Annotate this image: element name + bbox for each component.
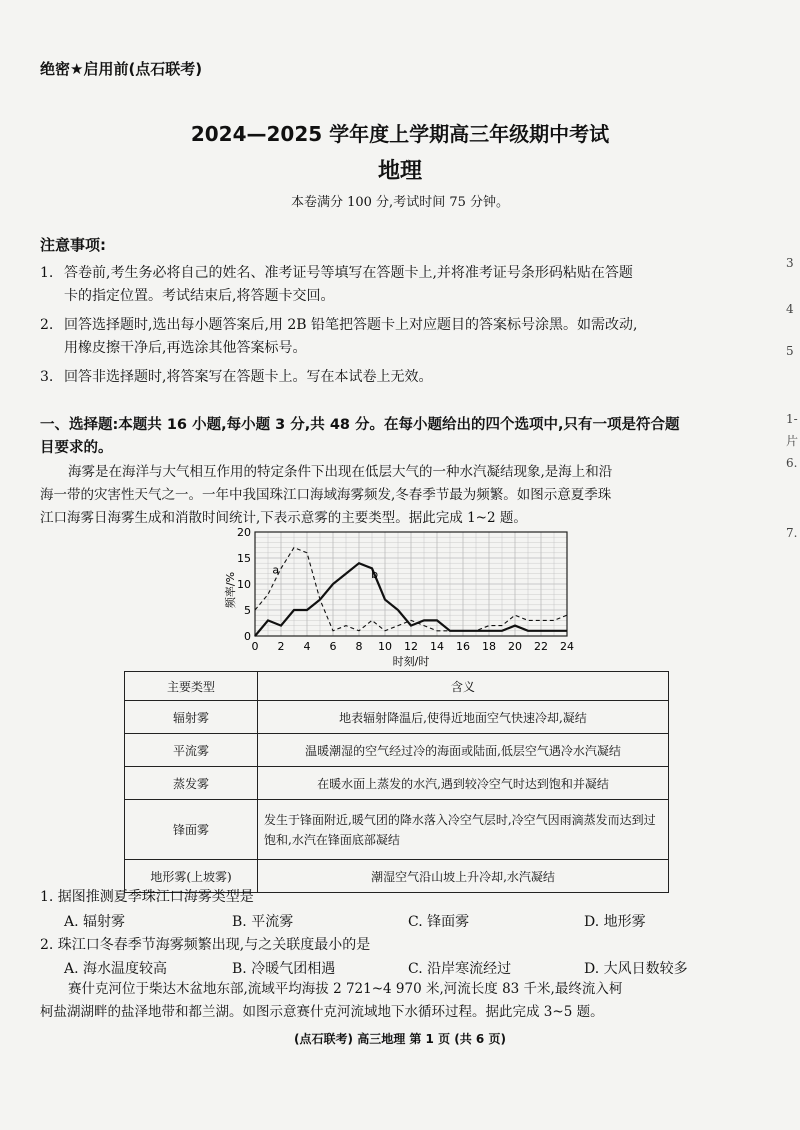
- fog-type: 地形雾(上坡雾): [125, 860, 258, 893]
- notice-text: 回答非选择题时,将答案写在答题卡上。写在本试卷上无效。: [64, 369, 433, 385]
- x-ticks: [252, 640, 575, 653]
- edge-mark: 5: [786, 344, 794, 358]
- question-2-option-c: C. 沿岸寒流经过: [408, 961, 512, 977]
- x-tick-label: 8: [355, 640, 363, 653]
- exam-title: 2024—2025 学年度上学期高三年级期中考试: [190, 122, 610, 146]
- x-tick-label: 12: [404, 640, 418, 653]
- y-tick-label: 0: [244, 630, 251, 643]
- y-tick-label: 15: [237, 552, 251, 565]
- question-1-option-d: D. 地形雾: [584, 914, 646, 930]
- fog-meaning: 在暖水面上蒸发的水汽,遇到较冷空气时达到饱和并凝结: [258, 767, 669, 800]
- fog-type: 辐射雾: [125, 701, 258, 734]
- intro-line: 海一带的灾害性天气之一。一年中我国珠江口海域海雾频发,冬春季节最为频繁。如图示意夏季珠: [40, 487, 612, 503]
- notice-num: 2.: [40, 317, 54, 333]
- notice-item-1: [40, 262, 756, 308]
- page-footer: (点石联考) 高三地理 第 1 页 (共 6 页): [294, 1032, 506, 1046]
- notice-num: 1.: [40, 265, 54, 281]
- question-1-option-b: B. 平流雾: [232, 914, 294, 930]
- fog-type: 蒸发雾: [125, 767, 258, 800]
- intro-line: 江口海雾日海雾生成和消散时间统计,下表示意雾的主要类型。据此完成 1~2 题。: [40, 510, 527, 526]
- edge-mark: 7.: [786, 526, 798, 540]
- question-2-option-a: A. 海水温度较高: [64, 961, 168, 977]
- table-header: 含义: [258, 672, 669, 701]
- section-line: 目要求的。: [40, 440, 113, 456]
- y-axis-label: 频率/%: [224, 571, 237, 609]
- notice-title: 注意事项:: [40, 236, 106, 254]
- question-2-option-b: B. 冷暖气团相遇: [232, 961, 336, 977]
- fog-meaning: 地表辐射降温后,使得近地面空气快速冷却,凝结: [258, 701, 669, 734]
- table-row: [125, 800, 669, 860]
- series-label-b: b: [371, 567, 379, 581]
- x-axis-label: 时刻/时: [392, 655, 430, 668]
- fog-meaning: 温暖潮湿的空气经过冷的海面或陆面,低层空气遇冷水汽凝结: [258, 734, 669, 767]
- y-tick-label: 10: [237, 578, 251, 591]
- question-2-option-d: D. 大风日数较多: [584, 961, 688, 977]
- question-1-option-c: C. 锋面雾: [408, 914, 470, 930]
- x-tick-label: 22: [534, 640, 548, 653]
- edge-mark: 6.: [786, 456, 798, 470]
- fog-type: 平流雾: [125, 734, 258, 767]
- score-line: 本卷满分 100 分,考试时间 75 分钟。: [290, 195, 510, 210]
- table-row: [125, 767, 669, 800]
- notice-text: 回答选择题时,选出每小题答案后,用 2B 铅笔把答题卡上对应题目的答案标号涂黑。如需改动,: [64, 317, 638, 333]
- intro-paragraph-1: [40, 461, 756, 530]
- y-tick-label: 20: [237, 526, 251, 539]
- edge-mark: 4: [786, 302, 794, 316]
- x-tick-label: 0: [251, 640, 259, 653]
- intro-line: 海雾是在海洋与大气相互作用的特定条件下出现在低层大气的一种水汽凝结现象,是海上和沿: [68, 464, 613, 480]
- x-tick-label: 10: [378, 640, 392, 653]
- fog-types-table: [124, 671, 669, 893]
- notice-text-cont: 用橡皮擦干净后,再选涂其他答案标号。: [64, 340, 307, 356]
- edge-mark: 3: [786, 256, 794, 270]
- y-tick-label: 5: [244, 604, 251, 617]
- intro-paragraph-2: [40, 978, 756, 1024]
- table-header: 主要类型: [125, 672, 258, 701]
- question-1-stem: 1. 据图推测夏季珠江口海雾类型是: [40, 889, 254, 905]
- question-1-option-a: A. 辐射雾: [64, 914, 126, 930]
- section-line: 一、选择题:本题共 16 小题,每小题 3 分,共 48 分。在每小题给出的四个选项中,只有一项是符合题: [40, 417, 680, 433]
- x-tick-label: 18: [482, 640, 496, 653]
- edge-mark: 1-: [786, 412, 798, 426]
- x-tick-label: 16: [456, 640, 470, 653]
- question-2-stem: 2. 珠江口冬春季节海雾频繁出现,与之关联度最小的是: [40, 937, 371, 953]
- x-tick-label: 2: [277, 640, 285, 653]
- fog-frequency-chart: [222, 526, 582, 668]
- x-tick-label: 20: [508, 640, 522, 653]
- fog-meaning: 潮湿空气沿山坡上升冷却,水汽凝结: [258, 860, 669, 893]
- intro-line: 柯盐湖湖畔的盐泽地带和都兰湖。如图示意赛什克河流域地下水循环过程。据此完成 3~5 题。: [40, 1004, 604, 1020]
- intro-line: 赛什克河位于柴达木盆地东部,流域平均海拔 2 721~4 970 米,河流长度 83 千米,最终流入柯: [68, 981, 623, 997]
- notice-item-3: [40, 366, 756, 389]
- notice-text-cont: 卡的指定位置。考试结束后,将答题卡交回。: [64, 288, 335, 304]
- section-heading: [40, 414, 756, 460]
- table-row: [125, 701, 669, 734]
- x-tick-label: 14: [430, 640, 444, 653]
- notice-text: 答卷前,考生务必将自己的姓名、准考证号等填写在答题卡上,并将准考证号条形码粘贴在答题: [64, 265, 633, 281]
- table-row: [125, 734, 669, 767]
- notice-num: 3.: [40, 369, 54, 385]
- y-ticks: [237, 526, 251, 643]
- notice-item-2: [40, 314, 756, 360]
- fog-type: 锋面雾: [125, 800, 258, 860]
- series-label-a: a: [272, 563, 280, 577]
- x-tick-label: 4: [303, 640, 311, 653]
- fog-meaning: 发生于锋面附近,暖气团的降水落入冷空气层时,冷空气因雨滴蒸发而达到过饱和,水汽在锋面底部凝结: [258, 800, 669, 860]
- subject-title: 地理: [377, 159, 422, 184]
- x-tick-label: 6: [329, 640, 337, 653]
- x-tick-label: 24: [560, 640, 574, 653]
- edge-mark: 片: [786, 434, 799, 448]
- confidential-mark: 绝密★启用前(点石联考): [40, 60, 203, 78]
